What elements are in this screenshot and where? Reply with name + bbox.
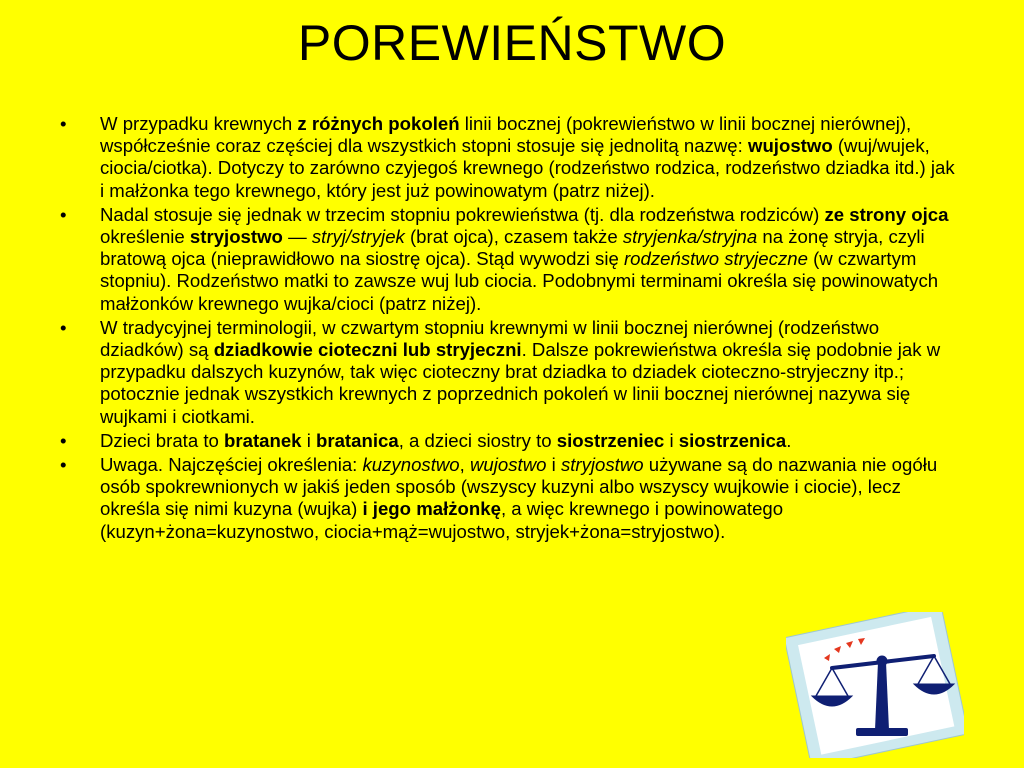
slide-title: POREWIEŃSTWO: [297, 15, 727, 71]
text-segment: (wuj/wujek, ciocia/ciotka). Dotyczy to zarówno czyjegoś krewnego (rodzeństwo rodzica, rodzeństwo dziadka itd.) jak i małżonka tego krewnego, który jest już powinowatym (patrz niżej).: [100, 135, 955, 201]
bullet-text: [100, 454, 937, 542]
text-segment: Nadal stosuje się jednak w trzecim stopniu pokrewieństwa (tj. dla rodzeństwa rodziców): [100, 203, 825, 225]
bullet-marker: •: [60, 429, 67, 451]
italic-text: kuzynostwo: [362, 454, 460, 476]
italic-text: stryjostwo: [560, 454, 644, 476]
text-segment: i: [546, 454, 561, 476]
italic-text: rodzeństwo stryjeczne: [623, 248, 808, 270]
text-segment: i: [301, 429, 316, 451]
bold-text: bratanica: [316, 429, 399, 451]
bullet-text: [100, 317, 940, 427]
bold-text: i jego małżonkę: [362, 498, 501, 520]
italic-text: wujostwo: [470, 454, 547, 476]
text-segment: , a dzieci siostry to: [398, 429, 557, 451]
text-segment: Dzieci brata to: [100, 429, 225, 451]
bullet-item: [60, 113, 960, 202]
bold-text: dziadkowie cioteczni lub stryjeczni: [213, 339, 522, 361]
text-segment: (w czwartym stopniu). Rodzeństwo matki to zawsze wuj lub ciocia. Podobnymi terminami określa się powinowatych małżonków krewnego wujka/cioci (patrz niżej).: [100, 248, 939, 314]
text-segment: używane są do nazwania nie ogółu osób spokrewnionych w jakiś jeden sposób (wszyscy kuzyni albo wszyscy wujkowie i ciocie), lecz określa się nimi kuzyna (wujka): [100, 454, 938, 520]
bold-text: wujostwo: [747, 135, 833, 157]
bold-text: siostrzenica: [678, 429, 787, 451]
text-segment: ,: [459, 454, 470, 476]
bullet-text: [100, 113, 955, 201]
italic-text: stryjenka/stryjna: [622, 226, 758, 248]
text-segment: linii bocznej (pokrewieństwo w linii bocznej nierównej), współcześnie coraz częściej dla wszystkich stopni stosuje się jednolitą nazwę:: [100, 113, 912, 157]
italic-text: stryj/stryjek: [311, 226, 405, 248]
bullet-marker: •: [60, 316, 67, 338]
text-segment: W tradycyjnej terminologii, w czwartym stopniu krewnymi w linii bocznej nierównej (rodzeństwo dziadków) są: [100, 316, 880, 361]
bold-text: bratanek: [224, 429, 302, 451]
bold-text: stryjostwo: [189, 226, 283, 248]
text-segment: (brat ojca), czasem także: [404, 226, 623, 248]
text-segment: —: [282, 226, 312, 248]
bold-text: ze strony ojca: [824, 203, 949, 225]
bold-text: z różnych pokoleń: [297, 113, 460, 134]
text-segment: , a więc krewnego i powinowatego (kuzyn+żona=kuzynostwo, ciocia+mąż=wujostwo, stryjek+żona=stryjostwo).: [100, 498, 784, 542]
bullet-marker: •: [60, 454, 67, 476]
text-segment: na żonę stryja, czyli bratową ojca (nieprawidłowo na siostrę ojca). Stąd wywodzi się: [100, 226, 925, 270]
text-segment: . Dalsze pokrewieństwa określa się podobnie jak w przypadku dalszych kuzynów, tak więc cioteczny brat dziadka to dziadek cioteczno-stryjeczny itp.; potocznie jednak wszystkich krewnych z poprzednich pokoleń w linii bocznej nierównej nazywa się wujkami i ciotkami.: [100, 339, 941, 427]
text-segment: określenie: [100, 226, 190, 248]
bullet-text: [100, 430, 791, 451]
bullet-item: [60, 317, 960, 428]
bullet-text: [100, 204, 948, 314]
text-segment: i: [664, 429, 679, 451]
bullet-item: [60, 204, 960, 315]
bullet-item: [60, 454, 960, 543]
text-segment: Uwaga. Najczęściej określenia:: [100, 454, 363, 476]
bullet-marker: •: [60, 203, 67, 225]
bullet-marker: •: [60, 113, 67, 134]
text-segment: .: [786, 429, 792, 451]
bullet-item: [60, 430, 960, 452]
balance-scale-icon: [786, 612, 964, 758]
text-segment: W przypadku krewnych: [100, 113, 298, 134]
bold-text: siostrzeniec: [556, 429, 665, 451]
bullet-list: [60, 113, 960, 545]
